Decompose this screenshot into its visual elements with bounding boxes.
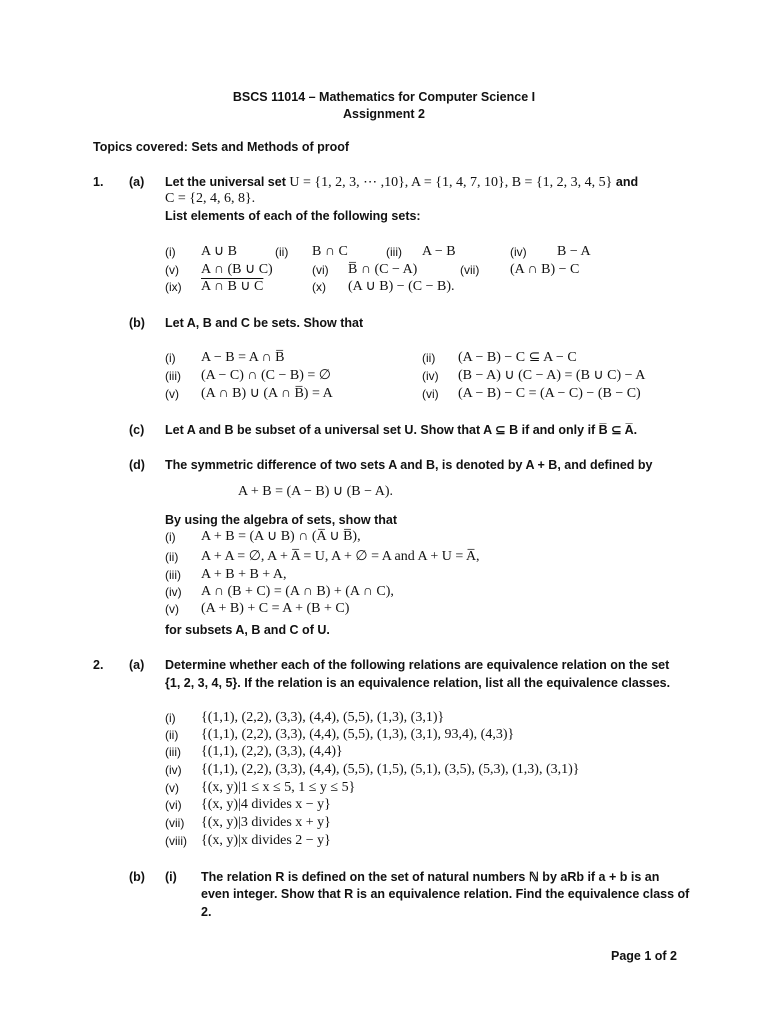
q2a-item-label: (iv) (165, 763, 182, 777)
q2a-item-expr: {(1,1), (2,2), (3,3), (4,4), (5,5), (1,5), (5,1), (3,5), (5,3), (1,3), (3,1)} (201, 762, 580, 777)
q1b-item-label: (iv) (422, 369, 439, 383)
q1d-item-label: (i) (165, 530, 176, 544)
page-number: Page 1 of 2 (611, 949, 677, 963)
q2a-item-expr: {(1,1), (2,2), (3,3), (4,4), (5,5), (1,3), (3,1)} (201, 710, 445, 725)
q2a-item-expr: {(x, y)|x divides 2 − y} (201, 833, 331, 848)
q1d-text: The symmetric difference of two sets A and B, is denoted by A + B, and defined by (165, 458, 653, 472)
q2b-line3: 2. (201, 905, 212, 919)
q1b-item-expr: (A − B) − C = (A − C) − (B − C) (458, 386, 641, 401)
topics-line: Topics covered: Sets and Methods of proof (93, 140, 350, 154)
q2a-item-expr: {(x, y)|3 divides x + y} (201, 815, 331, 830)
q1b-item-expr: (B − A) ∪ (C − A) = (B ∪ C) − A (458, 368, 646, 383)
q1b-item-expr: A − B = A ∩ B̅ (201, 350, 285, 365)
q2a-line2: {1, 2, 3, 4, 5}. If the relation is an equivalence relation, list all the equivalence classes. (165, 676, 671, 690)
q2a-label: (a) (129, 658, 145, 672)
q2a-item-label: (viii) (165, 834, 187, 848)
q1a-item-expr: (A ∪ B) − (C − B). (348, 279, 455, 294)
q1c-label: (c) (129, 423, 145, 437)
q1a-item-label: (v) (165, 263, 179, 277)
q1b-item-expr: (A − B) − C ⊆ A − C (458, 350, 577, 365)
q1-number: 1. (93, 175, 104, 189)
q1a-label: (a) (129, 175, 145, 189)
q1a-item-label: (vii) (460, 263, 480, 277)
q1d-intro: By using the algebra of sets, show that (165, 513, 397, 527)
q1a-item-expr: B̅ ∩ (C − A) (348, 262, 418, 277)
q1d-outro: for subsets A, B and C of U. (165, 623, 330, 637)
q2a-item-expr: {(x, y)|1 ≤ x ≤ 5, 1 ≤ y ≤ 5} (201, 780, 356, 795)
q1a-item-expr: A − B (422, 244, 456, 259)
q1d-item-label: (ii) (165, 550, 179, 564)
q1d-label: (d) (129, 458, 145, 472)
q1d-item-label: (iii) (165, 568, 181, 582)
q2a-item-label: (i) (165, 711, 176, 725)
q1a-item-label: (x) (312, 280, 326, 294)
q2a-item-expr: {(1,1), (2,2), (3,3), (4,4), (5,5), (1,3), (3,1), 93,4), (4,3)} (201, 727, 515, 742)
q1b-item-label: (v) (165, 387, 179, 401)
q1d-item-label: (v) (165, 602, 179, 616)
q2a-line1: Determine whether each of the following relations are equivalence relation on the set (165, 658, 670, 672)
q2a-item-expr: {(x, y)|4 divides x − y} (201, 797, 331, 812)
q1a-item-expr: A ∪ B (201, 244, 237, 259)
q1b-item-label: (ii) (422, 351, 436, 365)
q2b-line2: even integer. Show that R is an equivalence relation. Find the equivalence class of (201, 887, 690, 901)
q2a-item-label: (ii) (165, 728, 179, 742)
q2-number: 2. (93, 658, 104, 672)
q1a-line1: Let the universal set U = {1, 2, 3, ⋯ ,10}, A = {1, 4, 7, 10}, B = {1, 2, 3, 4, 5} and (165, 175, 639, 190)
q2a-item-label: (vii) (165, 816, 185, 830)
q1a-line2: C = {2, 4, 6, 8}. (165, 191, 256, 206)
q1b-item-expr: (A − C) ∩ (C − B) = ∅ (201, 368, 331, 383)
q1d-item-expr: A ∩ (B + C) = (A ∩ B) + (A ∩ C), (201, 584, 394, 599)
q1a-item-expr: B ∩ C (312, 244, 348, 259)
q2a-item-label: (vi) (165, 798, 182, 812)
q1b-item-expr: (A ∩ B) ∪ (A ∩ B̅) = A (201, 386, 333, 401)
assignment-subtitle: Assignment 2 (343, 107, 425, 121)
q1d-definition: A + B = (A − B) ∪ (B − A). (238, 484, 394, 499)
document-title: BSCS 11014 – Mathematics for Computer Science I (232, 90, 536, 104)
q1a-item-expr: B − A (557, 244, 591, 259)
q1b-item-label: (i) (165, 351, 176, 365)
q1b-intro: Let A, B and C be sets. Show that (165, 316, 364, 330)
q1a-item-label: (i) (165, 245, 176, 259)
q1d-item-expr: A + B + B + A, (201, 567, 287, 582)
q2b-sub-label: (i) (165, 870, 177, 884)
q2a-item-label: (iii) (165, 745, 181, 759)
q1d-item-label: (iv) (165, 585, 182, 599)
q1a-item-label: (vi) (312, 263, 329, 277)
q2a-item-expr: {(1,1), (2,2), (3,3), (4,4)} (201, 744, 343, 759)
q1b-label: (b) (129, 316, 145, 330)
q1d-item-expr: A + A = ∅, A + A̅ = U, A + ∅ = A and A + U = A̅, (201, 549, 480, 564)
q1a-item-label: (ii) (275, 245, 289, 259)
q1c-text: Let A and B be subset of a universal set U. Show that A ⊆ B if and only if B̅ ⊆ A̅. (165, 423, 638, 437)
q1a-item-expr: A ∩ (B ∪ C) (201, 262, 273, 277)
q1a-item-label: (ix) (165, 280, 182, 294)
q1b-item-label: (vi) (422, 387, 439, 401)
q2b-line1: The relation R is defined on the set of natural numbers ℕ by aRb if a + b is an (201, 870, 660, 884)
q1a-item-label: (iv) (510, 245, 527, 259)
q1a-item-expr: A ∩ B ∪ C (201, 279, 264, 294)
q1a-item-expr: (A ∩ B) − C (510, 262, 580, 277)
q1d-item-expr: (A + B) + C = A + (B + C) (201, 601, 350, 616)
q1a-item-label: (iii) (386, 245, 402, 259)
q1b-item-label: (iii) (165, 369, 181, 383)
q1d-item-expr: A + B = (A ∪ B) ∩ (A̅ ∪ B̅), (201, 529, 361, 544)
q1a-line3: List elements of each of the following sets: (165, 209, 421, 223)
q2a-item-label: (v) (165, 781, 179, 795)
q2b-label: (b) (129, 870, 145, 884)
